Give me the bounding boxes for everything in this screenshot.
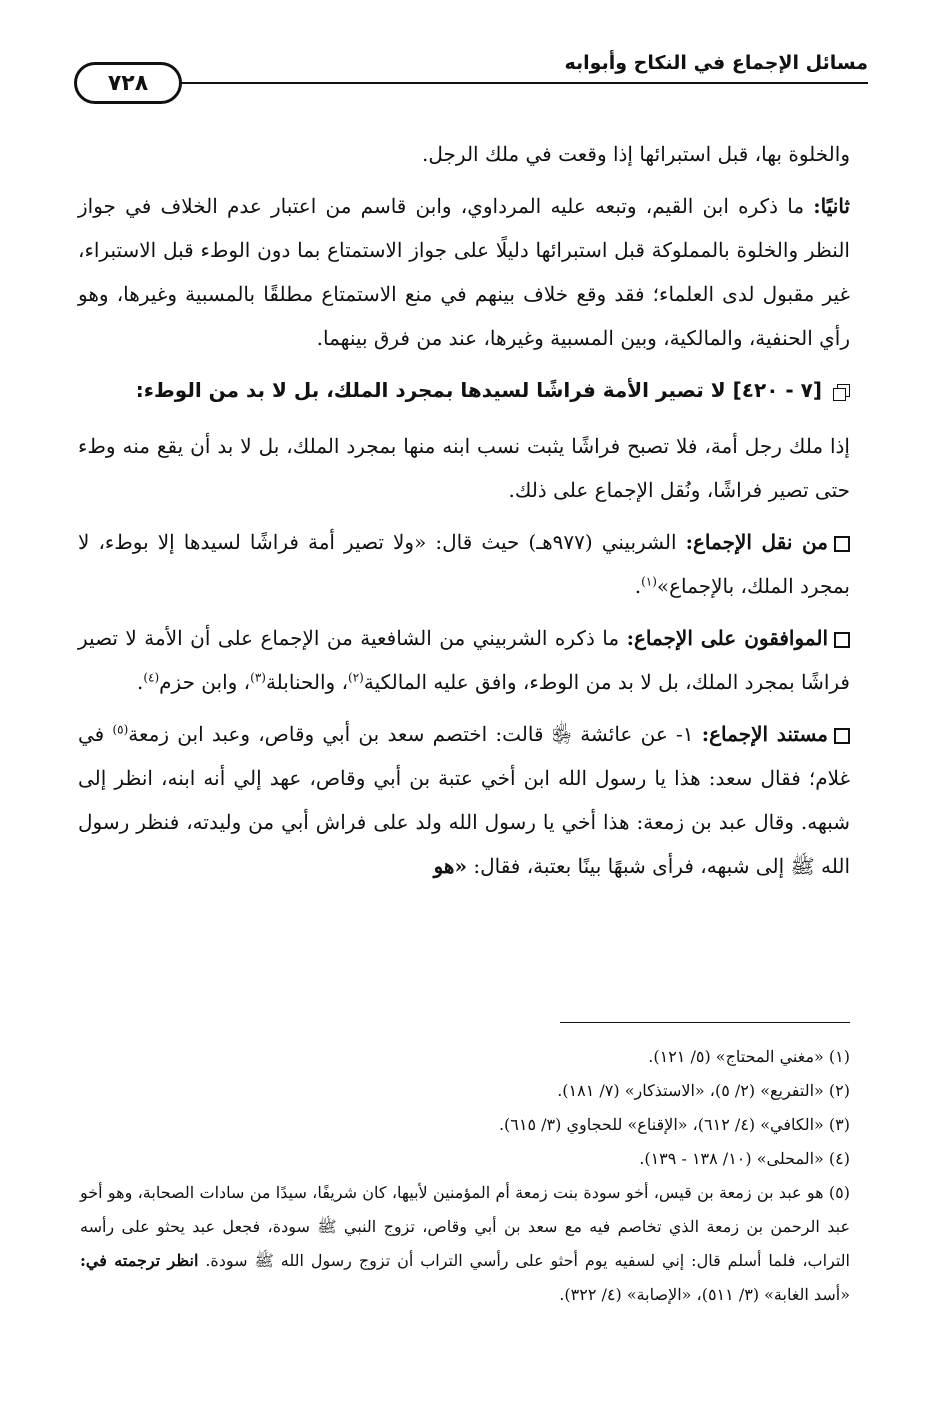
paragraph-5-text-a: ما ذكره الشربيني من الشافعية من الإجماع على أن الأمة لا تصير فراشًا بمجرد الملك، بل لا بد من الوطء، وافق عليه المالكية: [78, 626, 850, 694]
footnote-1: (١) «مغني المحتاج» (٥/ ١٢١).: [648, 1047, 850, 1066]
footnote-5: [80, 1176, 850, 1312]
paragraph-6: [78, 712, 850, 888]
main-text: [78, 132, 850, 896]
paragraph-6-bold-end: «هو: [433, 854, 467, 878]
paragraph-6-text-b: في غلام؛ فقال سعد: هذا يا رسول الله ابن أخي عتبة بن أبي وقاص، عهد إلي أنه ابنه، انظر إلى شبهه. وقال عبد بن زمعة: هذا أخي يا رسول الله ولد على فراش أبي من وليدته، فنظر رسول الله ﷺ إلى شبهه، فرأى شبهًا بينًا بعتبة، فقال:: [78, 722, 850, 878]
footnote-ref-5[interactable]: (٥): [112, 722, 129, 737]
paragraph-6-text-a: ١- عن عائشة ﵂ قالت: اختصم سعد بن أبي وقاص، وعبد ابن زمعة: [128, 722, 702, 746]
paragraph-2: [78, 184, 850, 360]
paragraph-5-lead: الموافقون على الإجماع:: [626, 626, 829, 650]
paragraph-4-end: .: [634, 574, 642, 598]
footnotes: [80, 1040, 850, 1312]
footnote-separator: [560, 1022, 850, 1023]
paragraph-1-text: والخلوة بها، قبل استبرائها إذا وقعت في ملك الرجل.: [422, 142, 850, 166]
running-title: مسائل الإجماع في النكاح وأبوابه: [564, 52, 868, 74]
paragraph-2-text: ما ذكره ابن القيم، وتبعه عليه المرداوي، وابن قاسم من اعتبار عدم الخلاف في جواز النظر والخلوة بالمملوكة قبل استبرائها دليلًا على جواز الاستمتاع بما دون الوطء قبل الاستبراء، غير مقبول لدى العلماء؛ فقد وقع خلاف بينهم في منع الاستمتاع مطلقًا بالمسبية وغيرها، وهو رأي الحنفية، والمالكية، وبين المسبية وغيرها، عند من فرق بينهما.: [78, 194, 850, 350]
footnote-ref-2[interactable]: (٢): [348, 670, 364, 685]
paragraph-1: [78, 132, 850, 176]
copy-icon: [834, 384, 850, 400]
paragraph-4-lead: من نقل الإجماع:: [685, 530, 828, 554]
footnote-5-bold: انظر ترجمته في:: [80, 1251, 199, 1270]
square-bullet-icon: [834, 728, 850, 744]
footnote-ref-1[interactable]: (١): [641, 574, 657, 589]
page-header: [60, 48, 868, 108]
paragraph-4-text: الشربيني (٩٧٧هـ) حيث قال: «ولا تصير أمة فراشًا لسيدها إلا بوطء، لا بمجرد الملك، بالإجماع»: [78, 530, 850, 598]
footnote-ref-3[interactable]: (٣): [250, 670, 266, 685]
footnote-2: (٢) «التفريع» (٢/ ٥)، «الاستذكار» (٧/ ١٨١).: [557, 1081, 850, 1100]
paragraph-5-text-c: ، وابن حزم: [159, 670, 251, 694]
paragraph-3-text: إذا ملك رجل أمة، فلا تصبح فراشًا يثبت نسب ابنه منها بمجرد الملك، بل لا بد أن يقع منه وطء حتى تصير فراشًا، ونُقل الإجماع على ذلك.: [78, 434, 850, 502]
footnote-4: (٤) «المحلى» (١٠/ ١٣٨ - ١٣٩).: [639, 1149, 850, 1168]
header-rule: [178, 82, 868, 84]
section-heading-text: [٧ - ٤٢٠] لا تصير الأمة فراشًا لسيدها بمجرد الملك، بل لا بد من الوطء:: [135, 378, 822, 402]
section-heading: [78, 368, 850, 412]
paragraph-6-lead: مستند الإجماع:: [701, 722, 828, 746]
footnote-3: (٣) «الكافي» (٤/ ٦١٢)، «الإقناع» للحجاوي (٣/ ٦١٥).: [498, 1115, 850, 1134]
footnote-5-end: «أسد الغابة» (٣/ ٥١١)، «الإصابة» (٤/ ٣٢٢).: [559, 1285, 850, 1304]
footnote-5-text: (٥) هو عبد بن زمعة بن قيس، أخو سودة بنت زمعة أم المؤمنين لأبيها، كان شريفًا، سيدًا من سادات الصحابة، وهو أخو عبد الرحمن بن زمعة الذي تخاصم فيه مع سعد بن أبي وقاص، تزوج النبي ﷺ سودة، فجعل عبد يحثو على رأسه التراب، فلما أسلم قال: إني لسفيه يوم أحثو على رأسي التراب أن تزوج رسول الله ﷺ سودة.: [80, 1183, 850, 1270]
paragraph-5: [78, 616, 850, 704]
footnote-ref-4[interactable]: (٤): [143, 670, 160, 685]
square-bullet-icon: [834, 536, 850, 552]
paragraph-5-end: .: [136, 670, 144, 694]
paragraph-3: [78, 424, 850, 512]
paragraph-5-text-b: ، والحنابلة: [265, 670, 349, 694]
paragraph-4: [78, 520, 850, 608]
paragraph-2-lead: ثانيًا:: [813, 194, 850, 218]
page-number: ٧٢٨: [74, 62, 182, 104]
square-bullet-icon: [834, 632, 850, 648]
